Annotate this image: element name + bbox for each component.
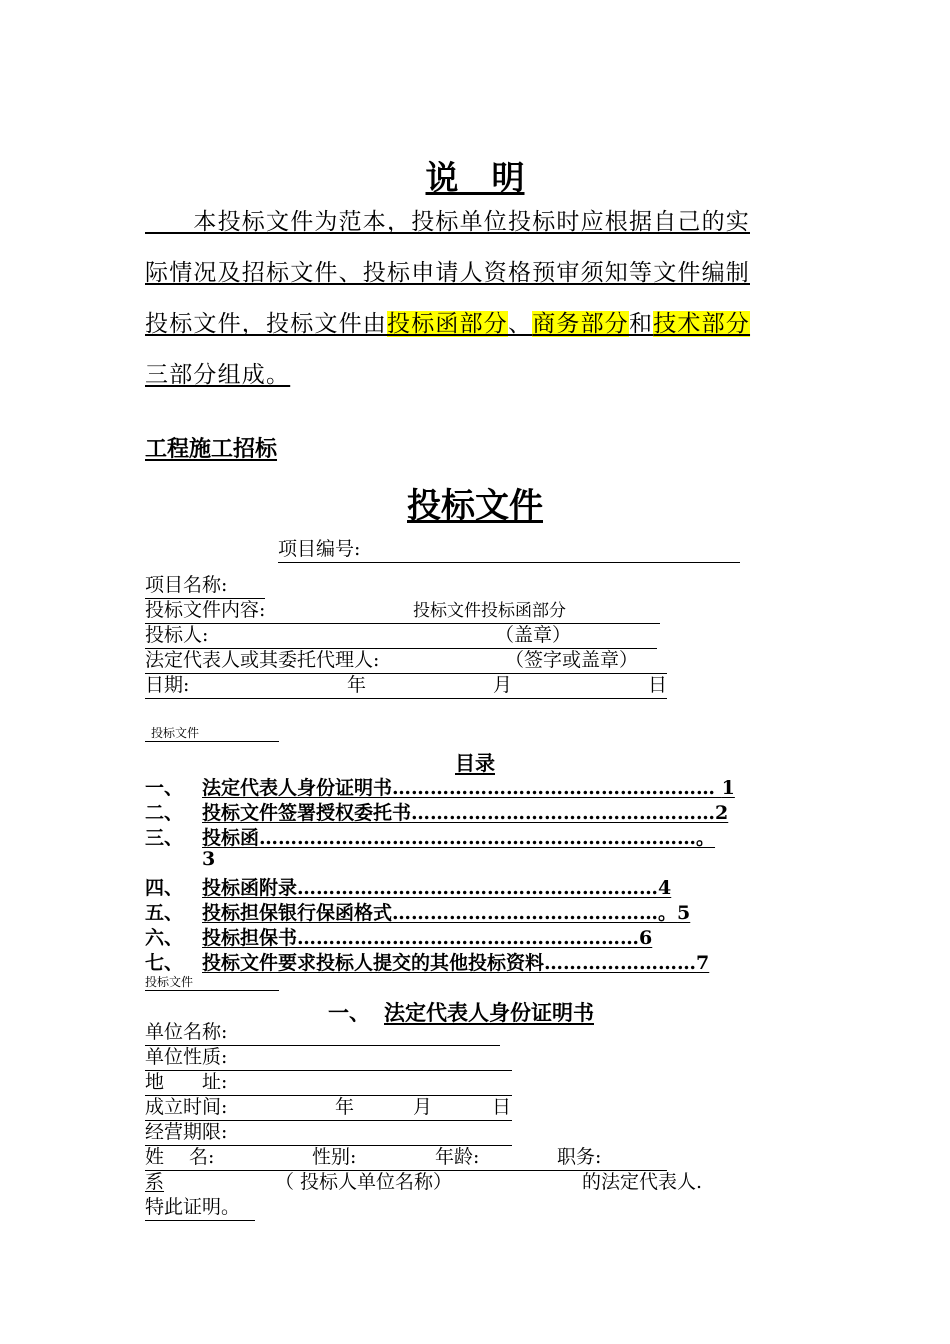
project-name-label: 项目名称:	[145, 574, 228, 596]
toc-item-number: 三、	[145, 827, 184, 849]
date-day: 日	[648, 674, 668, 696]
bidder-seal-note: （盖章）	[495, 624, 572, 646]
toc-item[interactable]	[145, 823, 716, 870]
toc-item-text: 法定代表人身份证明书…………………………………………… 1	[202, 777, 735, 799]
project-number-label: 项目编号:	[278, 538, 361, 560]
toc-item-text: 投标文件签署授权委托书…………………………………………2	[202, 802, 729, 824]
toc-item-number: 七、	[145, 952, 184, 974]
representative-sign-note: （签字或盖章）	[505, 649, 639, 671]
date-month: 月	[493, 674, 513, 696]
address-field	[145, 1070, 512, 1096]
highlight-bid-letter: 投标函部分	[387, 311, 508, 337]
toc-item[interactable]	[145, 773, 735, 800]
separator-2: 和	[629, 311, 654, 337]
toc-item-number: 一、	[145, 777, 184, 799]
founded-month: 月	[413, 1096, 433, 1118]
representative-field	[145, 648, 667, 674]
explanation-line-2: 际情况及招标文件、投标申请人资格预审须知等文件编制	[145, 260, 750, 286]
explanation-title: 说 明	[425, 158, 525, 197]
section1-number: 一、	[328, 1000, 370, 1025]
toc-item[interactable]	[145, 873, 672, 900]
bidder-field	[145, 623, 657, 649]
relation-prefix: 系	[145, 1171, 165, 1193]
founded-label: 成立时间:	[145, 1096, 228, 1118]
explanation-paragraph	[145, 197, 810, 401]
founded-year: 年	[335, 1096, 355, 1118]
term-label: 经营期限:	[145, 1121, 228, 1143]
unit-name-field	[145, 1020, 500, 1046]
age-label: 年龄:	[435, 1146, 480, 1168]
toc-item-number: 五、	[145, 902, 184, 924]
content-value: 投标文件投标函部分	[413, 601, 566, 621]
address-label: 地 址:	[145, 1071, 228, 1093]
date-label: 日期:	[145, 674, 190, 696]
content-field	[145, 598, 660, 624]
toc-item-text: 投标函……………………………………………………………。	[202, 827, 716, 849]
explanation-line-1: 本投标文件为范本，投标单位投标时应根据自己的实	[145, 209, 750, 235]
date-field	[145, 673, 667, 699]
page-header-2-text: 投标文件	[145, 975, 194, 989]
cover-title: 投标文件	[407, 486, 543, 526]
toc-title: 目录	[455, 751, 495, 775]
page-header-2	[145, 975, 279, 991]
date-year: 年	[347, 674, 367, 696]
cover-subtitle: 工程施工招标	[145, 436, 278, 462]
toc-item[interactable]	[145, 798, 729, 825]
relation-field	[145, 1170, 723, 1195]
toc-item-text: 投标文件要求投标人提交的其他投标资料……………………7	[202, 952, 710, 974]
page-header-1-text: 投标文件	[151, 726, 200, 740]
position-label: 职务:	[557, 1146, 602, 1168]
explanation-line-3-text: 投标文件，投标文件由	[145, 311, 387, 337]
toc-item-number: 六、	[145, 927, 184, 949]
content-label: 投标文件内容:	[145, 599, 266, 621]
certify-text: 特此证明。	[145, 1196, 241, 1218]
toc-item[interactable]	[145, 923, 653, 950]
person-field	[145, 1145, 667, 1171]
certify-field	[145, 1195, 255, 1221]
gender-label: 性别:	[312, 1146, 357, 1168]
relation-line	[145, 1170, 723, 1195]
relation-suffix: 的法定代表人.	[582, 1171, 703, 1193]
project-name-field	[145, 573, 265, 599]
representative-label: 法定代表人或其委托代理人:	[145, 649, 380, 671]
toc-item-text: 投标担保书………………………………………………6	[202, 927, 653, 949]
toc-item-text: 投标函附录…………………………………………………4	[202, 877, 672, 899]
toc-item-number: 二、	[145, 802, 184, 824]
explanation-line-4: 三部分组成。	[145, 362, 291, 388]
toc-item-number: 四、	[145, 877, 184, 899]
founded-day: 日	[492, 1096, 512, 1118]
unit-nature-field	[145, 1045, 512, 1071]
unit-nature-label: 单位性质:	[145, 1046, 228, 1068]
unit-name-label: 单位名称:	[145, 1021, 228, 1043]
highlight-technical: 技术部分	[653, 311, 751, 337]
highlight-commercial: 商务部分	[532, 311, 630, 337]
bidder-label: 投标人:	[145, 624, 209, 646]
relation-middle: （ 投标人单位名称）	[275, 1171, 453, 1193]
toc-item-text: 投标担保银行保函格式……………………………………。5	[202, 902, 691, 924]
name-label: 姓 名:	[145, 1146, 215, 1168]
term-field	[145, 1120, 512, 1146]
founded-field	[145, 1095, 512, 1121]
separator-1: 、	[508, 311, 533, 337]
toc-item[interactable]	[145, 898, 691, 925]
project-number-field	[278, 537, 740, 563]
explanation-line-3	[145, 299, 810, 350]
toc-item-page-wrapped: 3	[202, 848, 216, 870]
section1-title: 法定代表人身份证明书	[384, 1000, 594, 1025]
toc-item[interactable]	[145, 948, 710, 975]
page-header-1	[145, 726, 279, 742]
